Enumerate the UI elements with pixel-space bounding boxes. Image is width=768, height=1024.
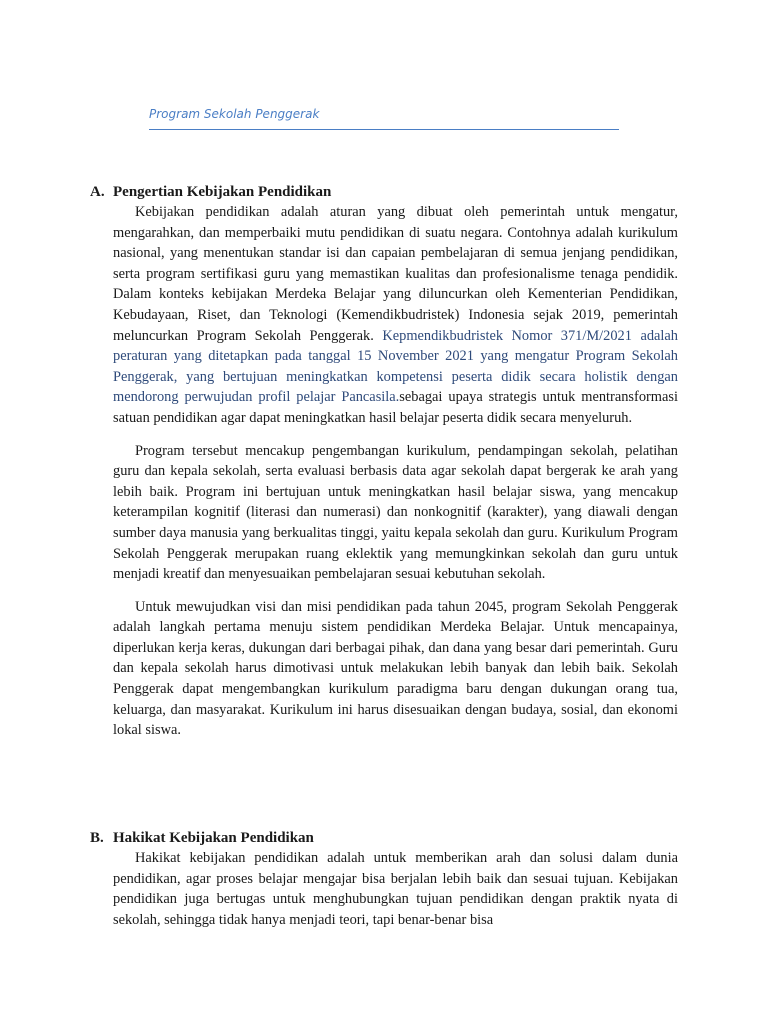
section-b-heading — [90, 828, 678, 848]
section-b — [90, 828, 678, 930]
section-a-p1-end: sebagai upaya strategis untuk mentransformasi satuan pendidikan agar dapat meningkatkan hasil belajar peserta didik secara menyeluruh. — [113, 389, 678, 426]
section-a-paragraph-3: Untuk mewujudkan visi dan misi pendidikan pada tahun 2045, program Sekolah Penggerak adalah langkah pertama menuju sistem pendidikan Merdeka Belajar. Untuk mencapainya, diperlukan kerja keras, dukungan dari berbagai pihak, dan dana yang besar dari pemerintah. Guru dan kepala sekolah harus dimotivasi untuk melakukan lebih banyak dan lebih baik. Sekolah Penggerak dapat mengembangkan kurikulum paradigma baru dengan dukungan orang tua, keluarga, dan masyarakat. Kurikulum ini harus disesuaikan dengan budaya, sosial, dan ekonomi lokal siswa. — [113, 598, 678, 739]
section-a-letter: A. — [90, 184, 105, 200]
section-a-p1-start: Kebijakan pendidikan adalah aturan yang dibuat oleh pemerintah untuk mengatur, mengarahkan, dan memperbaiki mutu pendidikan di suatu negara. Contohnya adalah kurikulum nasional, yang menentukan standar isi dan capaian pembelajaran di semua jenjang pendidikan, serta program sertifikasi guru yang memastikan kualitas dan profesionalisme tenaga pendidik. Dalam konteks kebijakan Merdeka Belajar yang diluncurkan oleh Kementerian Pendidikan, Kebudayaan, Riset, dan Teknologi (Kemendikbudristek) Indonesia sejak 2019, pemerintah meluncurkan Program Sekolah Penggerak. — [113, 204, 678, 344]
section-b-paragraph-1: Hakikat kebijakan pendidikan adalah untuk memberikan arah dan solusi dalam dunia pendidikan, agar proses belajar mengajar bisa berjalan lebih baik dan sesuai tujuan. Kebijakan pendidikan juga bertugas untuk menghubungkan tujuan pendidikan dengan praktik nyata di sekolah, sehingga tidak hanya menjadi teori, tapi benar-benar bisa — [113, 850, 678, 928]
section-a-heading — [90, 182, 678, 202]
page-header — [149, 106, 619, 130]
section-b-letter: B. — [90, 830, 104, 846]
section-a-paragraph-2: Program tersebut mencakup pengembangan kurikulum, pendampingan sekolah, pelatihan guru dan kepala sekolah, serta evaluasi berbasis data agar sekolah dapat bergerak ke arah yang lebih baik. Program ini bertujuan untuk meningkatkan hasil belajar siswa, yang mencakup keterampilan kognitif (literasi dan numerasi) dan nonkognitif (karakter), yang diawali dengan sumber daya manusia yang berkualitas tinggi, yaitu kepala sekolah dan guru. Kurikulum Program Sekolah Penggerak merupakan ruang eklektik yang memungkinkan sekolah dan guru untuk menjadi kreatif dan menyesuaikan pembelajaran sesuai kebutuhan sekolah. — [113, 442, 678, 583]
section-a-title: Pengertian Kebijakan Pendidikan — [113, 184, 332, 200]
header-title: Program Sekolah Penggerak — [149, 107, 320, 121]
section-a-p1-highlight: Kepmendikbudristek Nomor 371/M/2021 adalah peraturan yang ditetapkan pada tanggal 15 November 2021 yang mengatur Program Sekolah Penggerak, yang bertujuan meningkatkan kompetensi peserta didik secara holistik dengan mendorong perwujudan profil pelajar Pancasila. — [113, 327, 678, 406]
section-a-paragraph-1 — [113, 202, 678, 429]
section-b-title: Hakikat Kebijakan Pendidikan — [113, 830, 314, 846]
section-a — [90, 182, 678, 741]
